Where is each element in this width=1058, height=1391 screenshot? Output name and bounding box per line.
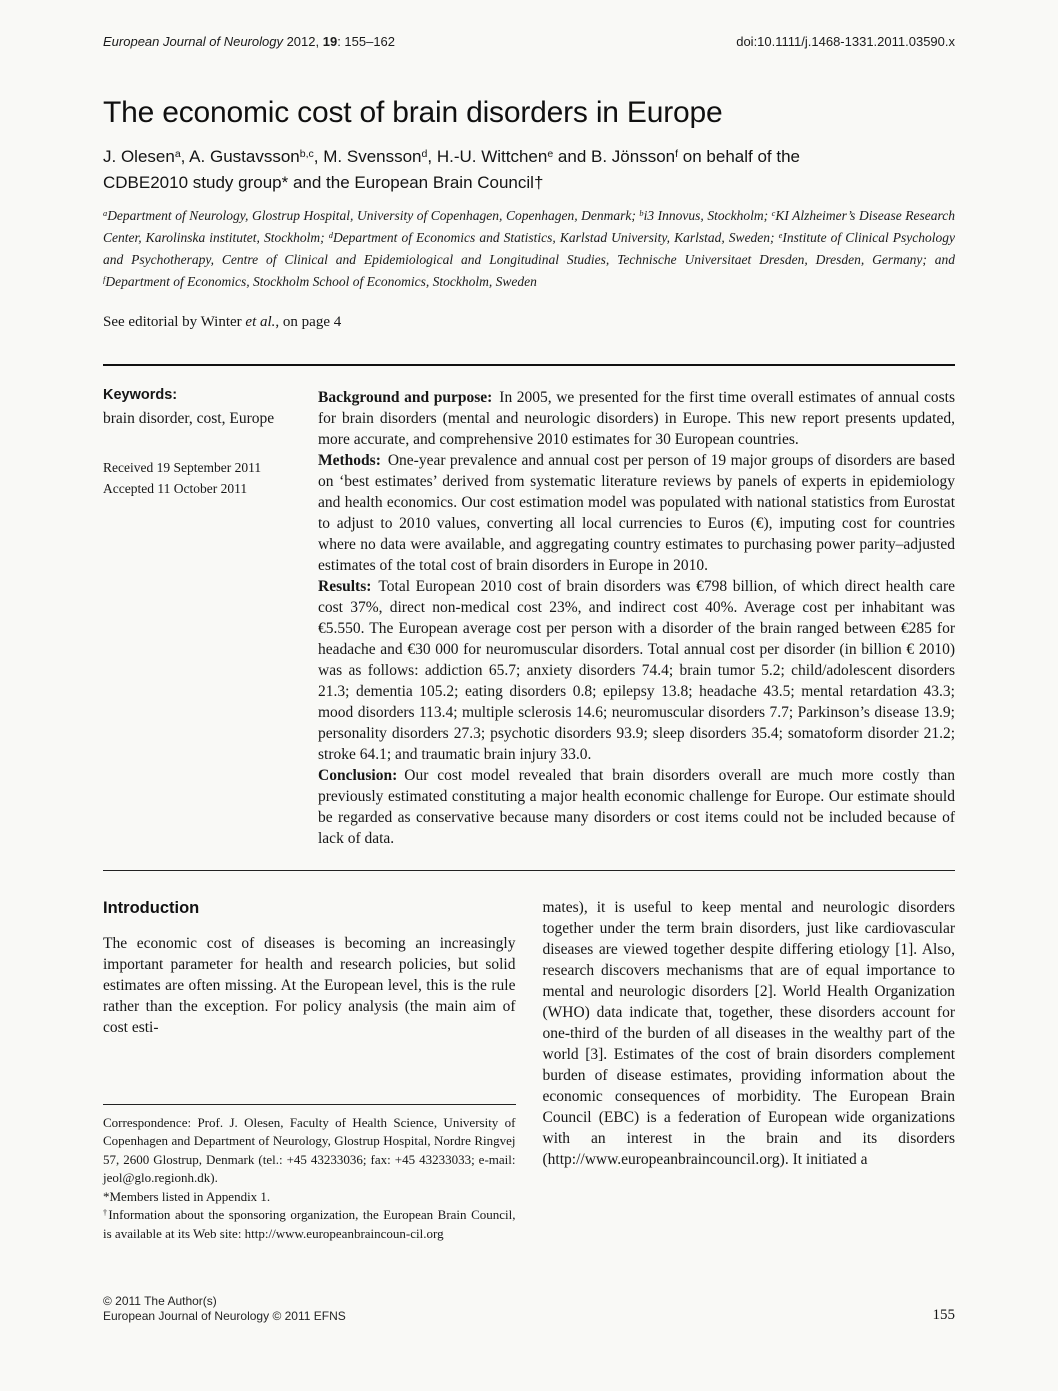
abstract-conclusion [318,765,955,849]
sponsor-note: †Information about the sponsoring organization, the European Brain Council, is available at its Web site: http://www.europeanbraincoun-cil.org [103,1207,516,1241]
author-line: J. Olesen$^a$, A. Gustavsson$^{b,c}$, M. Svensson$^d$, H.-U. Wittchen$^e$ and B. Jönsson$^f$ on behalf of the CDBE2010 study group* and the European Brain Council† [103,147,800,192]
article-dates [103,457,318,499]
abstract-background-text: In 2005, we presented for the first time overall estimates of annual costs for brain disorders (mental and neurologic disorders) in Europe. This new report presents updated, more accurate, and comprehensive 2010 estimates for 30 European countries. [318,389,956,448]
doi: doi:10.1111/j.1468-1331.2011.03590.x [736,34,955,49]
body-columns [103,895,955,1243]
divider-thick [103,364,955,366]
body-column-left [103,895,516,1243]
introduction-heading: Introduction [103,899,200,917]
page-footer [103,1294,955,1324]
introduction-paragraph-right: mates), it is useful to keep mental and neurologic disorders together under the term brain disorders, just like cardiovascular diseases are viewed together despite differing etiology [1]. Also, research discovers mechanisms that are of equal importance to mental and neurologic disorders [2]. World Health Organization (WHO) data indicate that, together, these disorders account for one-third of the burden of all diseases in the wealthy part of the world [3]. Estimates of the cost of brain disorders complement burden of disease estimates, providing information about the economic consequences of morbidity. The European Brain Council (EBC) is a federation of European wide organizations with an interest in the brain and its disorders (http://www.europeanbraincouncil.org). It initiated a [542,899,955,1168]
copyright-line-1: © 2011 The Author(s) [103,1294,217,1308]
abstract [318,387,955,849]
affiliations: $^a$Department of Neurology, Glostrup Hospital, University of Copenhagen, Copenhagen, Denmark; $^b$i3 Innovus, Stockholm; $^c$KI Alzheimer’s Disease Research Center, Karolinska institutet, Stockholm; $^d$Department of Economics and Statistics, Karlstad University, Karlstad, Sweden; $^e$Institute of Clinical Psychology and Psychotherapy, Centre of Clinical and Epidemiological and Longitudinal Studies, Technische Universitaet Dresden, Dresden, Germany; and $^f$Department of Economics, Stockholm School of Economics, Stockholm, Sweden [103,208,955,289]
received-date: Received 19 September 2011 [103,460,262,475]
abstract-conclusion-text: Our cost model revealed that brain disorders overall are much more costly than previously estimated constituting a major health economic challenge for Europe. Our estimate should be regarded as conservative because many disorders or cost items could not be included because of lack of data. [318,767,955,847]
divider-thin [103,870,955,871]
abstract-methods-label: Methods: [318,452,381,469]
keywords-column [103,387,318,849]
abstract-results [318,576,955,765]
accepted-date: Accepted 11 October 2011 [103,481,248,496]
members-note: *Members listed in Appendix 1. [103,1188,271,1204]
body-column-right [543,895,956,1243]
introduction-paragraph-left: The economic cost of diseases is becoming an increasingly important parameter for health and research policies, but solid estimates are often missing. At the European level, this is the rule rather than the exception. For policy analysis (the main aim of cost esti- [103,935,516,1036]
copyright-block [103,1294,346,1324]
abstract-conclusion-label: Conclusion: [318,767,398,784]
abstract-methods-text: One-year prevalence and annual cost per person of 19 major groups of disorders are based on ‘best estimates’ derived from systematic literature reviews by panels of experts in epidemiology and health economics. Our cost estimation model was populated with national statistics from Eurostat to adjust to 2010 values, converting all local currencies to Euros (€), imputing cost for countries where no data were available, and aggregating country estimates to purchasing power parity–adjusted estimates of the total cost of brain disorders in Europe in 2010. [318,452,955,574]
correspondence-note: Correspondence: Prof. J. Olesen, Faculty of Health Science, University of Copenhagen and Department of Neurology, Glostrup Hospital, Nordre Ringvej 57, 2600 Glostrup, Denmark (tel.: +45 43233036; fax: +45 43233033; e-mail: jeol@glo.regionh.dk). [103,1114,516,1185]
running-header [103,34,955,49]
footnotes-block [103,1104,516,1244]
abstract-background [318,387,955,450]
article-title: The economic cost of brain disorders in Europe [103,96,723,129]
page-number: 155 [932,1307,955,1323]
abstract-methods [318,450,955,576]
keywords-label: Keywords: [103,387,178,403]
journal-reference: European Journal of Neurology 2012, 19: 155–162 [103,34,396,49]
copyright-line-2: European Journal of Neurology © 2011 EFNS [103,1309,346,1323]
abstract-section [103,387,955,849]
abstract-background-label: Background and purpose: [318,389,493,406]
abstract-results-label: Results: [318,578,372,595]
keywords-list: brain disorder, cost, Europe [103,410,275,427]
editorial-note: See editorial by Winter et al., on page 4 [103,314,342,330]
abstract-results-text: Total European 2010 cost of brain disorders was €798 billion, of which direct health care cost 37%, direct non-medical cost 23%, and indirect cost 40%. Average cost per inhabitant was €5.550. The European average cost per person with a disorder of the brain ranged between €285 for headache and €30 000 for neuromuscular disorders. Total annual cost per disorder (in billion € 2010) was as follows: addiction 65.7; anxiety disorders 74.4; brain tumor 5.2; child/adolescent disorders 21.3; dementia 105.2; eating disorders 0.8; epilepsy 13.8; headache 43.5; mental retardation 43.3; mood disorders 113.4; multiple sclerosis 14.6; neuromuscular disorders 7.7; Parkinson’s disease 13.9; personality disorders 27.3; psychotic disorders 93.9; sleep disorders 35.4; somatoform disorder 21.2; stroke 64.1; and traumatic brain injury 33.0. [318,578,955,763]
